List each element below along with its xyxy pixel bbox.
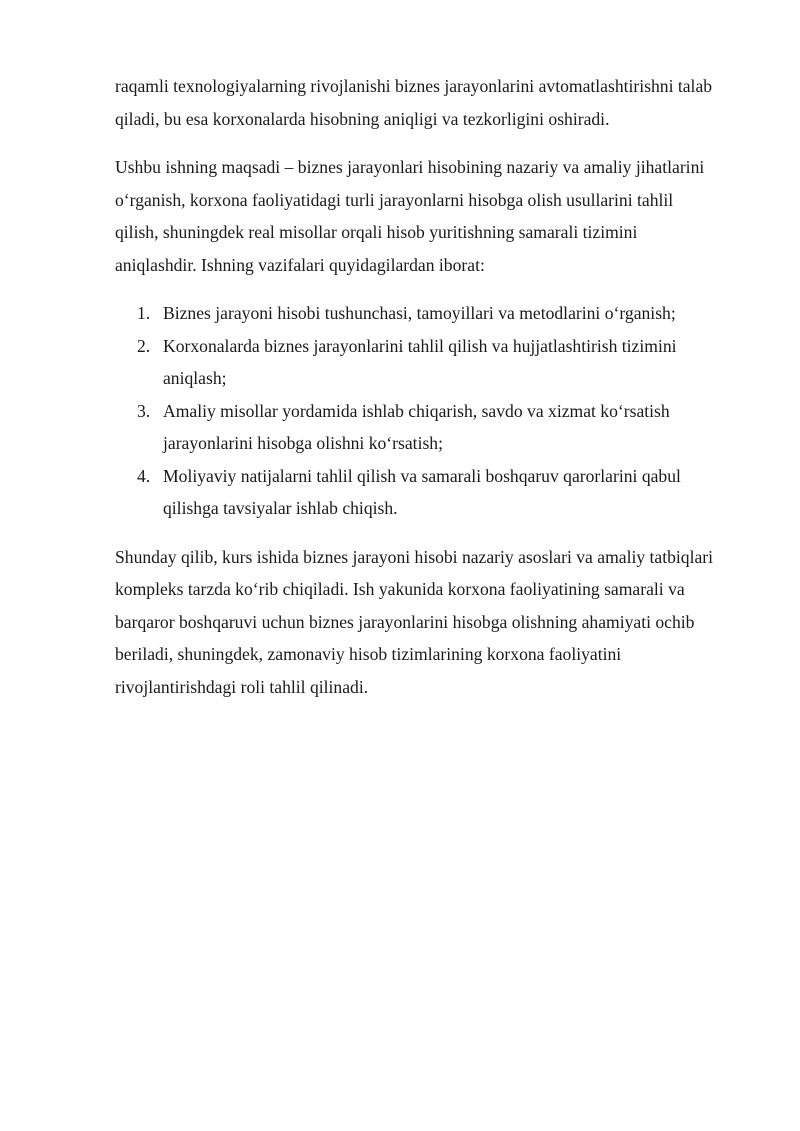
- list-item: [115, 460, 720, 525]
- list-item-text: Biznes jarayoni hisobi tushunchasi, tamoyillari va metodlarini o‘rganish;: [163, 303, 676, 323]
- list-item: [115, 330, 720, 395]
- list-item: [115, 297, 720, 330]
- intro-paragraph: raqamli texnologiyalarning rivojlanishi biznes jarayonlarini avtomatlashtirishni talab qiladi, bu esa korxonalarda hisobning aniqligi va tezkorligini oshiradi.: [115, 76, 713, 129]
- goal-paragraph: Ushbu ishning maqsadi – biznes jarayonlari hisobining nazariy va amaliy jihatlarini o‘rganish, korxona faoliyatidagi turli jarayonlarni hisobga olish usullarini tahlil qilish, shuningdek real misollar orqali hisob yuritishning samarali tizimini aniqlashdir. Ishning vazifalari quyidagilardan iborat:: [115, 157, 705, 275]
- list-item-number: 3.: [137, 400, 151, 421]
- conclusion-paragraph: Shunday qilib, kurs ishida biznes jarayoni hisobi nazariy asoslari va amaliy tatbiqlari kompleks tarzda ko‘rib chiqiladi. Ish yakunida korxona faoliyatining samarali va barqaror boshqaruvi uchun biznes jarayonlarini hisobga olishning ahamiyati ochib beriladi, shuningdek, zamonaviy hisob tizimlarining korxona faoliyatini rivojlantirishdagi roli tahlil qilinadi.: [115, 546, 714, 697]
- list-item-number: 2.: [137, 335, 151, 356]
- list-item-text: Amaliy misollar yordamida ishlab chiqarish, savdo va xizmat ko‘rsatish jarayonlarini hisobga olishni ko‘rsatish;: [163, 400, 670, 453]
- list-item-text: Korxonalarda biznes jarayonlarini tahlil qilish va hujjatlashtirish tizimini aniqlash;: [163, 335, 677, 388]
- tasks-list: [115, 297, 720, 525]
- list-item: [115, 395, 720, 460]
- list-item-text: Moliyaviy natijalarni tahlil qilish va samarali boshqaruv qarorlarini qabul qilishga tavsiyalar ishlab chiqish.: [163, 465, 681, 518]
- list-item-number: 4.: [137, 465, 151, 486]
- document-page: [115, 70, 720, 719]
- list-item-number: 1.: [137, 303, 151, 323]
